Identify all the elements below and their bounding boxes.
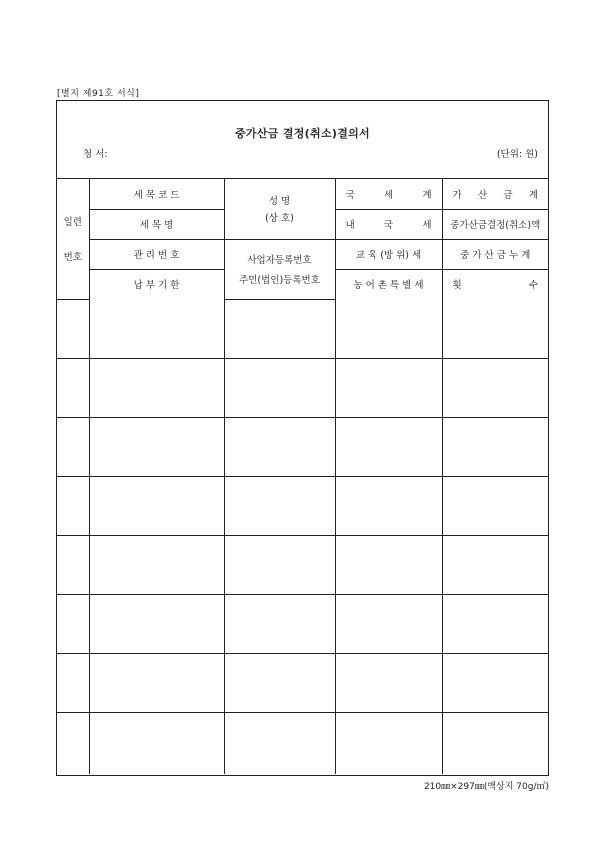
serial-number-cell[interactable]	[57, 358, 89, 417]
tax-code-cell[interactable]	[89, 594, 224, 653]
table-row	[57, 535, 548, 594]
additional-total-char-2: 산	[477, 189, 488, 201]
name-header	[224, 179, 335, 239]
national-tax-total-label	[336, 187, 442, 201]
tax-amount-cell[interactable]	[335, 417, 442, 476]
additional-amount-cell[interactable]	[442, 358, 548, 417]
additional-total-char-3: 금	[503, 189, 513, 201]
tax-amount-cell[interactable]	[335, 653, 442, 712]
unit-note: (단위: 원)	[496, 149, 538, 160]
tax-code-cell[interactable]	[89, 417, 224, 476]
serial-number-cell[interactable]	[57, 417, 89, 476]
tax-amount-cell[interactable]	[335, 476, 442, 535]
tax-amount-cell[interactable]	[335, 358, 442, 417]
additional-amount-cell[interactable]	[442, 594, 548, 653]
table-row	[57, 653, 548, 712]
tax-code-cell[interactable]	[89, 712, 224, 774]
additional-total-header	[442, 179, 548, 209]
internal-tax-char-2: 국	[383, 220, 394, 231]
serial-number-header	[57, 179, 89, 299]
serial-number-header-line2: 번호	[63, 252, 82, 264]
form-label: [별지 제91호 서식]	[57, 89, 140, 99]
table-row	[57, 299, 548, 358]
table-row	[57, 712, 548, 774]
paper-size-note: 210㎜×297㎜(백상지 70g/㎡)	[423, 782, 549, 792]
tax-amount-cell[interactable]	[335, 299, 442, 358]
tax-code-cell[interactable]	[89, 476, 224, 535]
national-tax-char-2: 세	[383, 189, 394, 201]
decision-table	[57, 179, 548, 774]
additional-total-label	[443, 187, 549, 201]
name-cell[interactable]	[224, 653, 335, 712]
registration-number-header	[224, 239, 335, 299]
internal-tax-char-3: 세	[422, 220, 432, 231]
tax-name-header-label: 세 목 명	[139, 220, 174, 231]
count-header	[442, 269, 548, 299]
payment-deadline-header-label: 납 부 기 한	[133, 280, 180, 292]
rural-special-tax-label: 농 어 촌 특 별 세	[353, 280, 424, 292]
name-cell[interactable]	[224, 358, 335, 417]
table-row	[57, 594, 548, 653]
requester-label: 청 서:	[83, 149, 108, 160]
additional-amount-cell[interactable]	[442, 299, 548, 358]
payment-deadline-header	[89, 269, 224, 299]
internal-tax-header	[335, 209, 442, 239]
management-number-header-label: 관 리 번 호	[133, 250, 180, 261]
name-cell[interactable]	[224, 299, 335, 358]
education-tax-label: 교 육 (방 위) 세	[355, 250, 422, 261]
national-tax-char-3: 계	[422, 189, 432, 201]
additional-amount-cell[interactable]	[442, 417, 548, 476]
form-frame	[56, 100, 549, 776]
serial-number-cell[interactable]	[57, 594, 89, 653]
name-cell[interactable]	[224, 535, 335, 594]
serial-number-cell[interactable]	[57, 712, 89, 774]
count-char-1: 횟	[452, 280, 462, 292]
name-cell[interactable]	[224, 712, 335, 774]
additional-amount-cell[interactable]	[442, 476, 548, 535]
additional-amount-cell[interactable]	[442, 653, 548, 712]
additional-amount-cell[interactable]	[442, 535, 548, 594]
title-block	[57, 101, 548, 179]
table-row	[57, 417, 548, 476]
tax-code-header-label: 세 목 코 드	[133, 189, 180, 201]
serial-number-cell[interactable]	[57, 299, 89, 358]
serial-number-cell[interactable]	[57, 535, 89, 594]
internal-tax-char-1: 내	[345, 220, 355, 231]
tax-code-cell[interactable]	[89, 299, 224, 358]
name-cell[interactable]	[224, 594, 335, 653]
count-char-2: 수	[528, 280, 538, 292]
data-rows	[57, 299, 548, 774]
internal-tax-label	[336, 217, 442, 231]
name-header-line1: 성 명	[268, 196, 291, 208]
table-row	[57, 358, 548, 417]
heavy-additional-amount-header	[442, 209, 548, 239]
document-title: 중가산금 결정(취소)결의서	[235, 127, 370, 140]
name-header-line2: (상 호)	[265, 213, 294, 225]
heavy-additional-amount-label: 중가산금결정(취소)액	[450, 220, 541, 231]
tax-code-header	[89, 179, 224, 209]
tax-code-cell[interactable]	[89, 653, 224, 712]
rural-special-tax-header	[335, 269, 442, 299]
management-number-header	[89, 239, 224, 269]
education-tax-header	[335, 239, 442, 269]
tax-amount-cell[interactable]	[335, 712, 442, 774]
serial-number-cell[interactable]	[57, 476, 89, 535]
tax-name-header	[89, 209, 224, 239]
name-cell[interactable]	[224, 476, 335, 535]
national-tax-char-1: 국	[345, 189, 355, 201]
national-tax-total-header	[335, 179, 442, 209]
name-cell[interactable]	[224, 417, 335, 476]
count-label	[443, 277, 549, 291]
resident-reg-number-label: 주민(법인)등록번호	[239, 275, 320, 286]
tax-amount-cell[interactable]	[335, 535, 442, 594]
table-row	[57, 476, 548, 535]
heavy-additional-cumulative-header	[442, 239, 548, 269]
serial-number-cell[interactable]	[57, 653, 89, 712]
additional-total-char-1: 가	[452, 189, 462, 201]
heavy-additional-cumulative-label: 중 가 산 금 누 계	[460, 250, 531, 261]
additional-amount-cell[interactable]	[442, 712, 548, 774]
business-reg-number-label: 사업자등록번호	[247, 255, 312, 266]
tax-code-cell[interactable]	[89, 535, 224, 594]
tax-code-cell[interactable]	[89, 358, 224, 417]
additional-total-char-4: 계	[528, 189, 538, 201]
serial-number-header-line1: 일련	[63, 217, 82, 229]
tax-amount-cell[interactable]	[335, 594, 442, 653]
